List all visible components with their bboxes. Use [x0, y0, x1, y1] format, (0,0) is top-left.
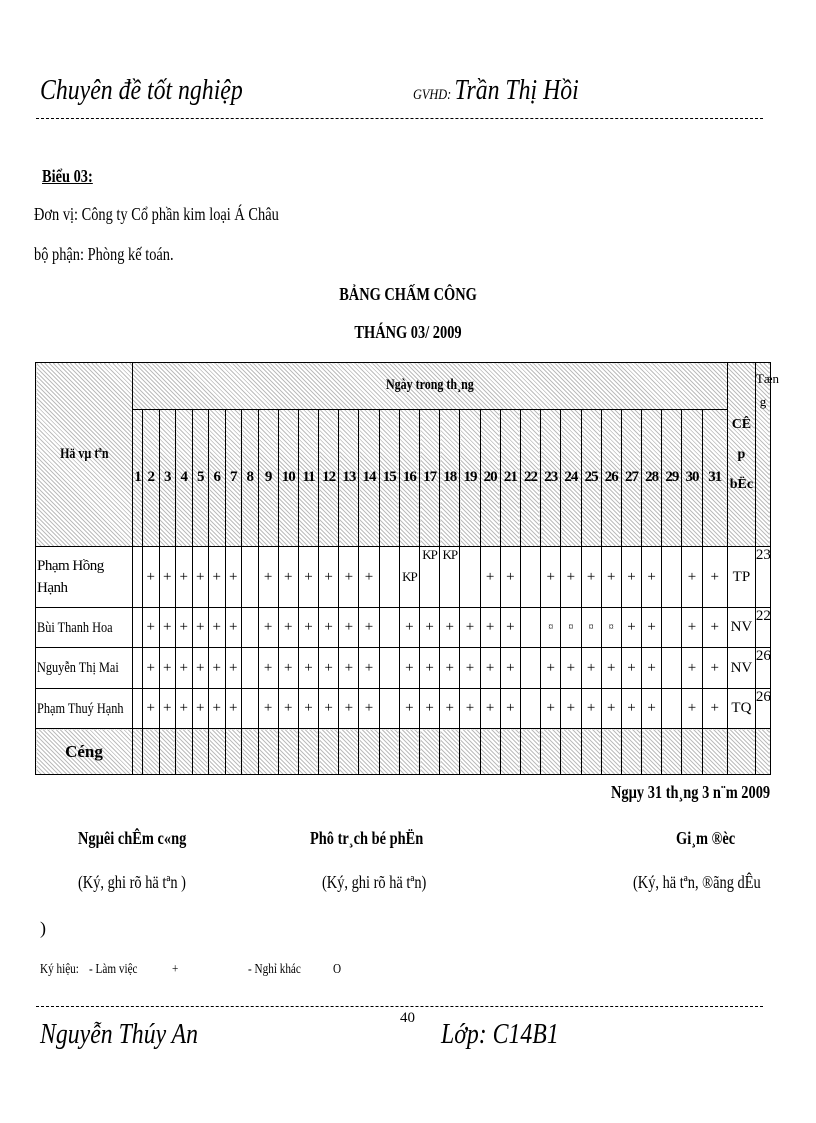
document-header-title: Chuyên đề tốt nghiệp [40, 74, 243, 106]
total-cell [581, 729, 601, 775]
timesheet-table [35, 362, 780, 775]
sheet-title: BẢNG CHẤM CÔNG [339, 284, 477, 304]
day-mark: + [298, 607, 318, 647]
day-mark: + [541, 547, 561, 608]
legend-other-symbol: O [333, 962, 342, 977]
legend-label: Ký hiệu: [40, 962, 79, 977]
day-mark: + [601, 547, 621, 608]
day-mark: + [601, 688, 621, 728]
day-mark: + [500, 648, 520, 688]
day-mark: + [621, 547, 641, 608]
day-header-5: 5 [192, 409, 209, 547]
class-label: Lớp: C14B1 [441, 1018, 559, 1050]
total-cell [143, 729, 160, 775]
day-mark [520, 688, 540, 728]
total-cell [662, 729, 682, 775]
supervisor-name: Trần Thị Hồi [454, 74, 579, 106]
day-mark: + [359, 688, 379, 728]
day-mark: + [258, 607, 278, 647]
day-mark: + [480, 547, 500, 608]
day-header-24: 24 [561, 409, 581, 547]
total-cell [601, 729, 621, 775]
employee-total: 26 [755, 648, 770, 688]
total-cell [621, 729, 641, 775]
day-mark: + [209, 688, 226, 728]
total-cell [755, 729, 770, 775]
name-header-cell: Hä vµ tªn [36, 363, 133, 547]
day-mark: + [298, 648, 318, 688]
day-mark: + [581, 547, 601, 608]
day-mark: + [176, 688, 193, 728]
grade-header-cell: CÊ p bËc [727, 363, 755, 547]
day-mark [242, 547, 259, 608]
day-mark: + [192, 607, 209, 647]
department-line: bộ phận: Phòng kế toán. [34, 244, 174, 264]
total-cell [379, 729, 399, 775]
day-mark: + [702, 607, 727, 647]
sheet-subtitle: THÁNG 03/ 2009 [354, 322, 462, 342]
day-mark: + [440, 607, 460, 647]
employee-grade: NV [727, 648, 755, 688]
day-header-12: 12 [319, 409, 339, 547]
legend-work-symbol: + [172, 962, 179, 977]
day-mark [379, 547, 399, 608]
day-mark: + [682, 547, 702, 608]
day-mark: + [159, 607, 176, 647]
day-mark: + [399, 607, 419, 647]
day-mark: + [176, 547, 193, 608]
day-mark [662, 648, 682, 688]
day-mark: + [143, 547, 160, 608]
day-mark: + [460, 607, 480, 647]
author-name: Nguyễn Thúy An [40, 1018, 199, 1050]
day-header-13: 13 [339, 409, 359, 547]
day-mark [460, 547, 480, 608]
day-mark: + [399, 688, 419, 728]
day-mark [133, 607, 143, 647]
day-mark: + [682, 607, 702, 647]
employee-name: Nguyễn Thị Mai [36, 648, 133, 688]
day-mark: + [278, 688, 298, 728]
day-mark: ¤ [561, 607, 581, 647]
total-cell [480, 729, 500, 775]
day-mark [379, 607, 399, 647]
day-mark: + [339, 547, 359, 608]
total-cell [133, 729, 143, 775]
timekeeper-note: (Ký, ghi rõ hä tªn ) [78, 872, 186, 892]
day-header-30: 30 [682, 409, 702, 547]
total-cell [727, 729, 755, 775]
total-cell [702, 729, 727, 775]
day-mark: + [642, 648, 662, 688]
day-mark [520, 547, 540, 608]
day-mark: + [278, 648, 298, 688]
total-cell [258, 729, 278, 775]
day-mark: + [176, 648, 193, 688]
employee-total: 26 [755, 688, 770, 728]
day-mark: + [143, 648, 160, 688]
day-mark: + [319, 547, 339, 608]
day-mark: KP [420, 547, 440, 608]
day-mark: + [298, 547, 318, 608]
total-cell [561, 729, 581, 775]
day-mark: + [209, 547, 226, 608]
employee-row [36, 547, 771, 608]
day-mark: + [258, 547, 278, 608]
total-cell [339, 729, 359, 775]
day-header-18: 18 [440, 409, 460, 547]
day-header-29: 29 [662, 409, 682, 547]
day-header-27: 27 [621, 409, 641, 547]
day-mark: + [480, 607, 500, 647]
total-cell [242, 729, 259, 775]
day-header-10: 10 [278, 409, 298, 547]
day-mark: + [460, 688, 480, 728]
day-header-22: 22 [520, 409, 540, 547]
day-mark [242, 688, 259, 728]
day-mark: + [420, 648, 440, 688]
total-cell [359, 729, 379, 775]
total-cell [399, 729, 419, 775]
day-header-6: 6 [209, 409, 226, 547]
total-header-cell: Tæn g [755, 363, 770, 547]
day-mark: + [143, 688, 160, 728]
day-mark: + [225, 607, 242, 647]
day-header-20: 20 [480, 409, 500, 547]
footer-divider [36, 1006, 763, 1007]
day-mark: + [143, 607, 160, 647]
total-cell [319, 729, 339, 775]
employee-total: 22 [755, 607, 770, 647]
day-mark: + [258, 648, 278, 688]
day-mark: + [278, 607, 298, 647]
day-mark: + [339, 607, 359, 647]
day-mark: + [500, 688, 520, 728]
day-mark: + [359, 547, 379, 608]
day-mark: + [642, 547, 662, 608]
total-row-label: Céng [36, 729, 133, 775]
day-mark: + [561, 547, 581, 608]
day-mark: + [192, 547, 209, 608]
total-cell [440, 729, 460, 775]
day-header-23: 23 [541, 409, 561, 547]
day-mark: + [621, 607, 641, 647]
day-mark: + [500, 607, 520, 647]
day-mark: + [176, 607, 193, 647]
day-mark [242, 607, 259, 647]
day-mark [520, 607, 540, 647]
day-mark: + [581, 688, 601, 728]
day-mark [662, 688, 682, 728]
legend-other-label: - Nghỉ khác [248, 962, 301, 977]
director-note: (Ký, hä tªn, ®ãng dÊu [633, 872, 761, 892]
total-cell [298, 729, 318, 775]
day-mark: + [339, 648, 359, 688]
day-header-7: 7 [225, 409, 242, 547]
day-mark: + [225, 688, 242, 728]
day-mark: + [500, 547, 520, 608]
closing-paren: ) [40, 918, 46, 938]
employee-grade: TP [727, 547, 755, 608]
day-mark: + [621, 688, 641, 728]
day-mark: + [702, 688, 727, 728]
day-mark: + [159, 648, 176, 688]
total-row [36, 729, 771, 775]
day-mark: + [581, 648, 601, 688]
day-mark [662, 547, 682, 608]
day-mark: + [541, 648, 561, 688]
employee-total: 23 [755, 547, 770, 608]
day-mark: + [159, 688, 176, 728]
day-mark: + [702, 547, 727, 608]
employee-name: Bùi Thanh Hoa [36, 607, 133, 647]
dept-head-title: Phô tr¸ch bé phËn [310, 828, 424, 848]
day-header-16: 16 [399, 409, 419, 547]
date-line: Ngµy 31 th¸ng 3 n¨m 2009 [611, 782, 771, 802]
total-cell [176, 729, 193, 775]
day-header-11: 11 [298, 409, 318, 547]
day-mark: + [319, 648, 339, 688]
day-mark: + [192, 688, 209, 728]
day-header-28: 28 [642, 409, 662, 547]
day-mark: + [621, 648, 641, 688]
day-mark [133, 547, 143, 608]
day-mark: + [561, 648, 581, 688]
day-mark: + [601, 648, 621, 688]
day-mark: + [420, 607, 440, 647]
day-mark: + [258, 688, 278, 728]
day-mark: KP [440, 547, 460, 608]
day-mark: + [209, 607, 226, 647]
day-header-26: 26 [601, 409, 621, 547]
employee-row [36, 607, 771, 647]
unit-line: Đơn vị: Công ty Cổ phần kim loại Á Châu [34, 204, 279, 224]
day-mark: + [440, 648, 460, 688]
day-mark [242, 648, 259, 688]
day-mark: + [480, 648, 500, 688]
employee-name: Phạm Thuý Hạnh [36, 688, 133, 728]
day-mark [379, 688, 399, 728]
day-mark: + [682, 688, 702, 728]
total-cell [278, 729, 298, 775]
supervisor-line [413, 74, 579, 107]
total-cell [159, 729, 176, 775]
day-header-31: 31 [702, 409, 727, 547]
total-cell [541, 729, 561, 775]
day-header-3: 3 [159, 409, 176, 547]
day-header-9: 9 [258, 409, 278, 547]
day-mark: KP [399, 547, 419, 608]
day-mark: + [642, 688, 662, 728]
day-mark: + [319, 688, 339, 728]
day-mark: + [159, 547, 176, 608]
day-mark: + [642, 607, 662, 647]
day-mark: + [278, 547, 298, 608]
day-mark: + [298, 688, 318, 728]
day-mark: + [702, 648, 727, 688]
day-mark: + [339, 688, 359, 728]
day-header-25: 25 [581, 409, 601, 547]
page-number: 40 [400, 1010, 415, 1026]
form-label: Biểu 03: [42, 166, 93, 186]
employee-row [36, 688, 771, 728]
total-cell [420, 729, 440, 775]
days-header-cell: Ngày trong th¸ng [133, 363, 728, 410]
day-mark: + [420, 688, 440, 728]
day-mark: + [460, 648, 480, 688]
day-mark: + [561, 688, 581, 728]
day-mark [379, 648, 399, 688]
day-header-17: 17 [420, 409, 440, 547]
total-cell [500, 729, 520, 775]
day-mark: ¤ [581, 607, 601, 647]
day-mark: + [541, 688, 561, 728]
day-mark: + [225, 547, 242, 608]
legend-work-label: - Làm việc [89, 962, 138, 977]
total-cell [642, 729, 662, 775]
day-mark: + [682, 648, 702, 688]
day-mark: ¤ [541, 607, 561, 647]
day-mark: + [480, 688, 500, 728]
timekeeper-title: Ngµêi chÊm c«ng [78, 828, 187, 848]
total-cell [209, 729, 226, 775]
total-cell [192, 729, 209, 775]
day-mark [662, 607, 682, 647]
day-mark: + [359, 607, 379, 647]
supervisor-label: GVHD: [413, 87, 452, 103]
total-cell [225, 729, 242, 775]
dept-head-note: (Ký, ghi rõ hä tªn) [322, 872, 427, 892]
employee-row [36, 648, 771, 688]
total-cell [682, 729, 702, 775]
total-cell [460, 729, 480, 775]
total-cell [520, 729, 540, 775]
day-mark: + [359, 648, 379, 688]
day-header-1: 1 [133, 409, 143, 547]
day-header-14: 14 [359, 409, 379, 547]
day-header-2: 2 [143, 409, 160, 547]
header-divider [36, 118, 763, 119]
day-header-19: 19 [460, 409, 480, 547]
day-header-8: 8 [242, 409, 259, 547]
day-mark: + [209, 648, 226, 688]
day-mark: + [440, 688, 460, 728]
day-header-21: 21 [500, 409, 520, 547]
day-mark: + [225, 648, 242, 688]
director-title: Gi¸m ®èc [676, 828, 736, 848]
day-header-4: 4 [176, 409, 193, 547]
day-mark [520, 648, 540, 688]
employee-grade: NV [727, 607, 755, 647]
day-header-15: 15 [379, 409, 399, 547]
day-mark: + [192, 648, 209, 688]
day-mark: + [319, 607, 339, 647]
day-mark: + [399, 648, 419, 688]
employee-grade: TQ [727, 688, 755, 728]
employee-name: Phạm Hồng Hạnh [36, 547, 133, 608]
day-mark: ¤ [601, 607, 621, 647]
